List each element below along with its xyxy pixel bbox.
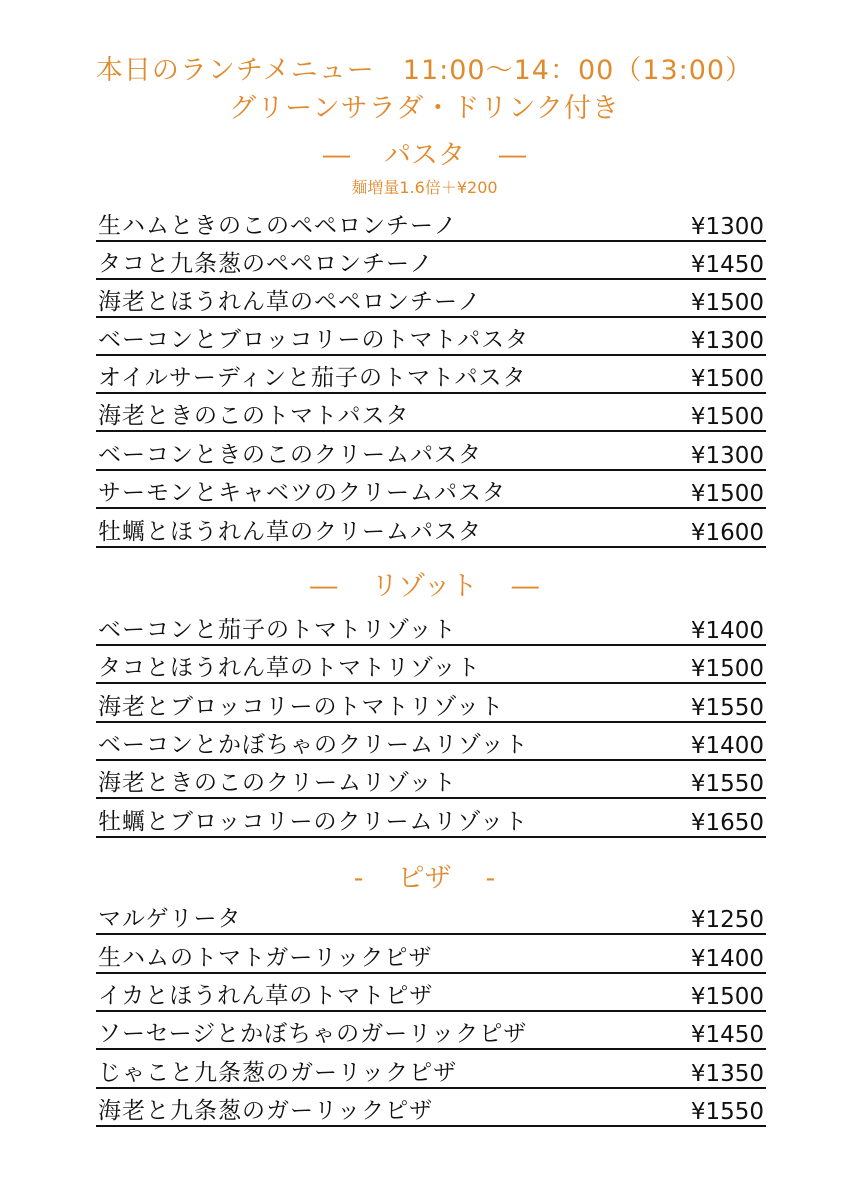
- heading-dash-left: -: [353, 863, 364, 894]
- menu-item: [96, 938, 766, 974]
- item-price: ¥1400: [690, 946, 764, 972]
- item-price: ¥1300: [690, 443, 764, 469]
- item-price: ¥1550: [690, 695, 764, 721]
- menu-item: [96, 473, 766, 509]
- item-name: サーモンとキャベツのクリームパスタ: [98, 480, 506, 506]
- item-name: 牡蠣とブロッコリーのクリームリゾット: [98, 809, 529, 835]
- heading-dash-right: -: [485, 863, 496, 894]
- underline: [96, 836, 766, 838]
- item-name: じゃこと九条葱のガーリックピザ: [98, 1060, 458, 1086]
- menu-item: [96, 1053, 766, 1089]
- section-heading-risotto: [0, 564, 849, 603]
- item-price: ¥1500: [690, 366, 764, 392]
- item-price: ¥1500: [690, 656, 764, 682]
- menu-item: [96, 282, 766, 318]
- underline: [96, 1125, 766, 1127]
- section-title-risotto: リゾット: [371, 571, 478, 602]
- underline: [96, 682, 766, 684]
- noodle-upgrade-note: 麺増量1.6倍＋¥200: [351, 178, 498, 197]
- item-name: ソーセージとかぼちゃのガーリックピザ: [98, 1021, 528, 1047]
- heading-dash-right: ―: [511, 571, 539, 602]
- menu-item: [96, 802, 766, 838]
- underline: [96, 933, 766, 935]
- menu-item: [96, 320, 766, 356]
- underline: [96, 392, 766, 394]
- item-price: ¥1550: [690, 1099, 764, 1125]
- item-name: オイルサーディンと茄子のトマトパスタ: [98, 365, 527, 391]
- item-price: ¥1250: [690, 907, 764, 933]
- menu-item: [96, 1091, 766, 1127]
- item-price: ¥1500: [690, 290, 764, 316]
- menu-subtitle: グリーンサラダ・ドリンク付き: [229, 93, 620, 124]
- heading-dash-left: ―: [323, 140, 350, 171]
- menu-item: [96, 976, 766, 1012]
- menu-item: [96, 206, 766, 242]
- underline: [96, 1048, 766, 1050]
- underline: [96, 644, 766, 646]
- underline: [96, 797, 766, 799]
- underline: [96, 721, 766, 723]
- menu-item: [96, 763, 766, 799]
- menu-title: 本日のランチメニュー 11:00～14：00（13:00）: [95, 55, 754, 86]
- menu-item: [96, 687, 766, 723]
- item-name: ベーコンとブロッコリーのトマトパスタ: [98, 327, 530, 353]
- underline: [96, 469, 766, 471]
- item-price: ¥1500: [690, 481, 764, 507]
- item-name: 海老と九条葱のガーリックピザ: [98, 1098, 434, 1124]
- item-price: ¥1300: [690, 214, 764, 240]
- item-price: ¥1400: [690, 733, 764, 759]
- item-price: ¥1650: [690, 810, 764, 836]
- menu-item: [96, 610, 766, 646]
- item-name: 海老とほうれん草のペペロンチーノ: [98, 289, 482, 315]
- item-price: ¥1500: [690, 404, 764, 430]
- item-name: 生ハムのトマトガーリックピザ: [98, 945, 433, 971]
- item-name: タコとほうれん草のトマトリゾット: [98, 655, 481, 681]
- item-name: ベーコンと茄子のトマトリゾット: [98, 617, 457, 643]
- item-name: 海老とブロッコリーのトマトリゾット: [98, 694, 505, 720]
- menu-item: [96, 435, 766, 471]
- underline: [96, 972, 766, 974]
- section-title-pasta: パスタ: [384, 140, 465, 171]
- item-price: ¥1400: [690, 618, 764, 644]
- underline: [96, 240, 766, 242]
- item-name: イカとほうれん草のトマトピザ: [98, 983, 434, 1009]
- item-price: ¥1350: [690, 1061, 764, 1087]
- item-price: ¥1300: [690, 328, 764, 354]
- menu-item: [96, 1014, 766, 1050]
- heading-dash-right: ―: [499, 140, 526, 171]
- menu-item: [96, 244, 766, 280]
- menu-item: [96, 899, 766, 935]
- menu-item: [96, 358, 766, 394]
- item-name: 海老ときのこのクリームリゾット: [98, 770, 457, 796]
- underline: [96, 759, 766, 761]
- item-price: ¥1500: [690, 984, 764, 1010]
- item-name: 海老ときのこのトマトパスタ: [98, 403, 410, 429]
- item-name: マルゲリータ: [98, 906, 242, 932]
- item-name: タコと九条葱のペペロンチーノ: [98, 251, 434, 277]
- item-price: ¥1550: [690, 771, 764, 797]
- underline: [96, 546, 766, 548]
- heading-dash-left: ―: [310, 571, 338, 602]
- underline: [96, 278, 766, 280]
- item-name: 牡蠣とほうれん草のクリームパスタ: [98, 519, 482, 545]
- menu-item: [96, 648, 766, 684]
- underline: [96, 507, 766, 509]
- underline: [96, 316, 766, 318]
- underline: [96, 354, 766, 356]
- underline: [96, 430, 766, 432]
- section-title-pizza: ピザ: [397, 863, 452, 894]
- section-heading-pizza: [0, 856, 849, 895]
- item-name: 生ハムときのこのペペロンチーノ: [98, 213, 458, 239]
- item-price: ¥1450: [690, 1022, 764, 1048]
- underline: [96, 1087, 766, 1089]
- item-name: ベーコンときのこのクリームパスタ: [98, 442, 482, 468]
- underline: [96, 1010, 766, 1012]
- menu-item: [96, 512, 766, 548]
- section-heading-pasta: [0, 133, 849, 172]
- item-name: ベーコンとかぼちゃのクリームリゾット: [98, 732, 529, 758]
- menu-item: [96, 725, 766, 761]
- menu-item: [96, 396, 766, 432]
- item-price: ¥1450: [690, 252, 764, 278]
- item-price: ¥1600: [690, 520, 764, 546]
